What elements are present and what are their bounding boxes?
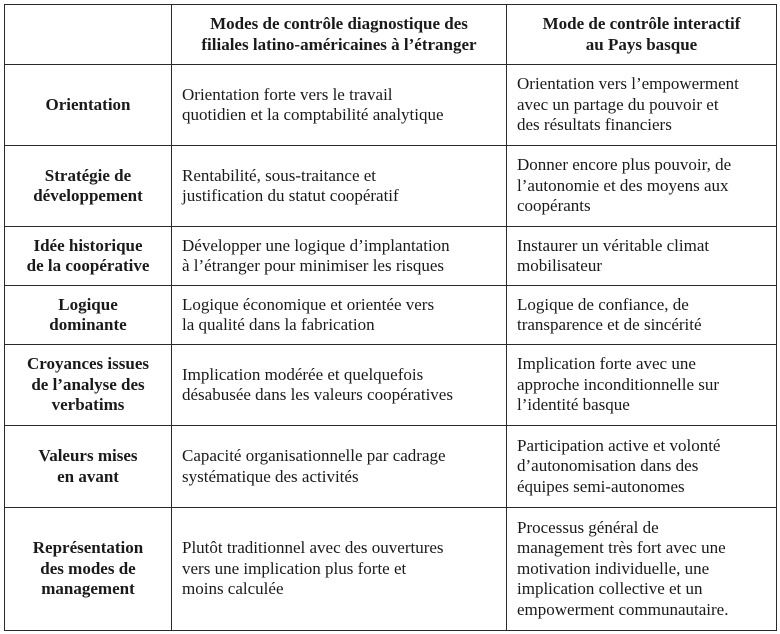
cell-line: Rentabilité, sous-traitance et	[182, 165, 377, 185]
table-row	[5, 345, 777, 426]
header-row	[5, 5, 777, 65]
cell-line: Capacité organisationnelle par cadrage	[182, 446, 446, 465]
interactive-cell	[507, 65, 777, 146]
table-row	[5, 146, 777, 227]
cell-line: justification du statut coopératif	[182, 186, 399, 205]
cell-line: à l’étranger pour minimiser les risques	[182, 256, 445, 275]
cell-line: implication collective et un	[517, 579, 703, 599]
header-line: filiales latino-américaines à l’étranger	[201, 34, 477, 54]
interactive-cell	[507, 227, 777, 286]
row-label-line: des modes de	[40, 558, 136, 578]
diagnostic-cell	[172, 65, 507, 146]
interactive-cell	[507, 146, 777, 227]
table-row	[5, 286, 777, 345]
cell-line: la qualité dans la fabrication	[182, 315, 375, 334]
row-label-line: management	[41, 579, 135, 599]
diagnostic-cell	[172, 146, 507, 227]
table-row	[5, 508, 777, 631]
cell-line: avec un partage du pouvoir et	[517, 94, 719, 114]
header-line: au Pays basque	[585, 34, 698, 54]
row-label-line: verbatims	[51, 395, 125, 415]
row-label-line: Logique	[58, 294, 118, 314]
row-label	[5, 65, 172, 146]
cell-line: transparence et de sincérité	[517, 315, 702, 334]
row-label-line: dominante	[49, 315, 127, 334]
header-interactive-mode	[507, 5, 777, 65]
cell-line: quotidien et la comptabilité analytique	[182, 105, 444, 124]
row-label-line: développement	[33, 186, 143, 205]
row-label-line: Stratégie de	[44, 165, 132, 185]
row-label-line: de l’analyse des	[31, 374, 145, 394]
cell-line: empowerment communautaire.	[517, 599, 729, 619]
diagnostic-cell	[172, 345, 507, 426]
cell-line: management très fort avec une	[517, 538, 726, 558]
interactive-cell	[507, 286, 777, 345]
table-row	[5, 65, 777, 146]
header-corner-cell	[5, 5, 172, 65]
cell-line: approche inconditionnelle sur	[517, 374, 720, 394]
header-diagnostic-mode	[172, 5, 507, 65]
header-line: Mode de contrôle interactif	[542, 14, 741, 33]
row-label-line: de la coopérative	[26, 256, 150, 275]
cell-line: Logique de confiance, de	[517, 294, 689, 314]
cell-line: motivation individuelle, une	[517, 558, 710, 578]
cell-line: coopérants	[517, 196, 591, 216]
cell-line: moins calculée	[182, 579, 284, 599]
cell-line: Plutôt traditionnel avec des ouvertures	[182, 538, 444, 558]
interactive-cell	[507, 426, 777, 508]
row-label-line: Valeurs mises	[38, 446, 138, 465]
cell-line: Donner encore plus pouvoir, de	[517, 155, 732, 175]
interactive-cell	[507, 345, 777, 426]
row-label	[5, 426, 172, 508]
row-label	[5, 146, 172, 227]
cell-line: l’identité basque	[517, 395, 630, 415]
row-label-line: Représentation	[32, 538, 144, 558]
cell-line: Développer une logique d’implantation	[182, 235, 450, 255]
cell-line: désabusée dans les valeurs coopératives	[182, 385, 453, 404]
cell-line: vers une implication plus forte et	[182, 558, 407, 578]
cell-line: systématique des activités	[182, 466, 359, 486]
diagnostic-cell	[172, 426, 507, 508]
cell-line: Processus général de	[517, 517, 659, 537]
cell-line: équipes semi-autonomes	[517, 476, 685, 496]
row-label-line: Croyances issues	[27, 354, 149, 374]
diagnostic-cell	[172, 227, 507, 286]
cell-line: Implication modérée et quelquefois	[182, 364, 424, 384]
row-label	[5, 286, 172, 345]
row-label-line: Orientation	[45, 94, 131, 114]
cell-line: Implication forte avec une	[517, 354, 696, 374]
row-label-line: Idée historique	[33, 235, 143, 255]
header-line: Modes de contrôle diagnostique des	[210, 14, 468, 33]
cell-line: Orientation vers l’empowerment	[517, 74, 739, 94]
cell-line: d’autonomisation dans des	[517, 456, 699, 476]
cell-line: Instaurer un véritable climat	[517, 235, 710, 255]
row-label	[5, 345, 172, 426]
row-label	[5, 508, 172, 631]
cell-line: Orientation forte vers le travail	[182, 84, 393, 104]
cell-line: mobilisateur	[517, 256, 602, 275]
diagnostic-cell	[172, 286, 507, 345]
cell-line: Logique économique et orientée vers	[182, 294, 435, 314]
cell-line: Participation active et volonté	[517, 435, 721, 455]
table-row	[5, 426, 777, 508]
row-label-line: en avant	[57, 466, 119, 486]
cell-line: l’autonomie et des moyens aux	[517, 175, 729, 195]
table-row	[5, 227, 777, 286]
interactive-cell	[507, 508, 777, 631]
comparison-table	[4, 4, 777, 631]
row-label	[5, 227, 172, 286]
cell-line: des résultats financiers	[517, 115, 672, 135]
diagnostic-cell	[172, 508, 507, 631]
